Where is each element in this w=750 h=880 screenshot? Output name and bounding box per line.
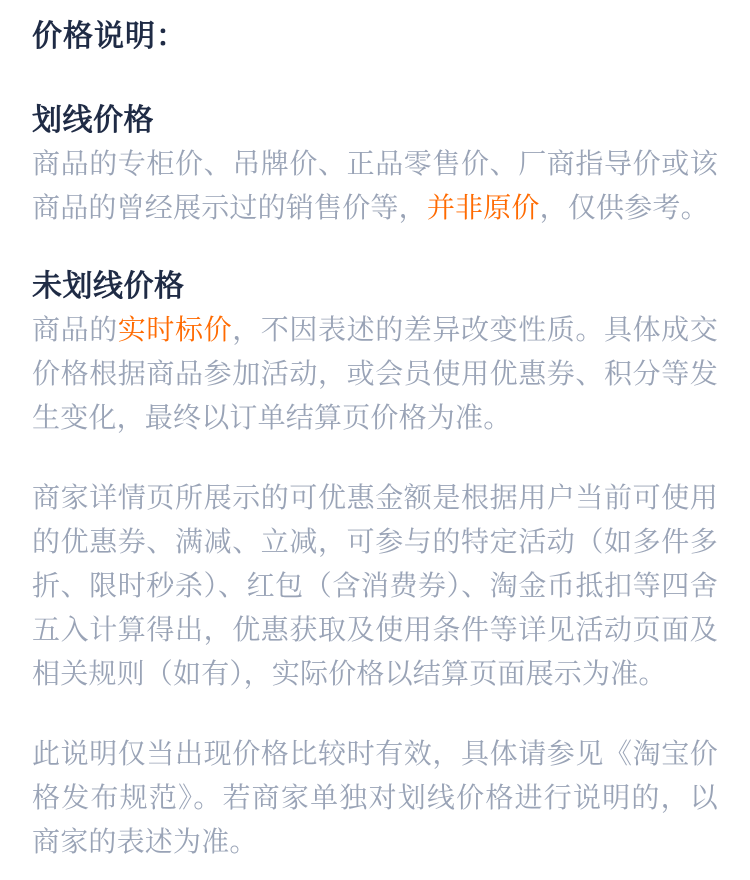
price-section	[32, 266, 718, 440]
paragraph-text: 商品的	[32, 314, 118, 345]
paragraph-text: ，仅供参考。	[539, 192, 709, 223]
section-paragraph	[32, 732, 718, 864]
paragraph-text: ，不因表述的差异改变性质。具体成交价格根据商品参加活动，或会员使用优惠券、积分等发生变化，最终以订单结算页价格为准。	[32, 314, 718, 433]
price-section	[32, 100, 718, 230]
section-paragraph	[32, 476, 718, 696]
paragraph-text: 商家详情页所展示的可优惠金额是根据用户当前可使用的优惠券、满减、立减，可参与的特定活动（如多件多折、限时秒杀）、红包（含消费券）、淘金币抵扣等四舍五入计算得出，优惠获取及使用条件等详见活动页面及相关规则（如有），实际价格以结算页面展示为准。	[32, 482, 718, 689]
price-section	[32, 476, 718, 696]
highlight-text: 实时标价	[117, 314, 233, 345]
highlight-text: 并非原价	[426, 192, 540, 223]
section-heading: 未划线价格	[32, 270, 185, 303]
paragraph-text: 此说明仅当出现价格比较时有效，具体请参见《淘宝价格发布规范》。若商家单独对划线价格进行说明的，以商家的表述为准。	[32, 738, 718, 857]
page-title: 价格说明：	[32, 20, 187, 53]
section-paragraph	[32, 142, 718, 230]
paragraph-text: 商品的专柜价、吊牌价、正品零售价、厂商指导价或该商品的曾经展示过的销售价等，	[32, 148, 718, 223]
section-paragraph	[32, 308, 718, 440]
section-heading: 划线价格	[32, 104, 154, 137]
price-section	[32, 732, 718, 864]
sections-container	[32, 100, 718, 864]
